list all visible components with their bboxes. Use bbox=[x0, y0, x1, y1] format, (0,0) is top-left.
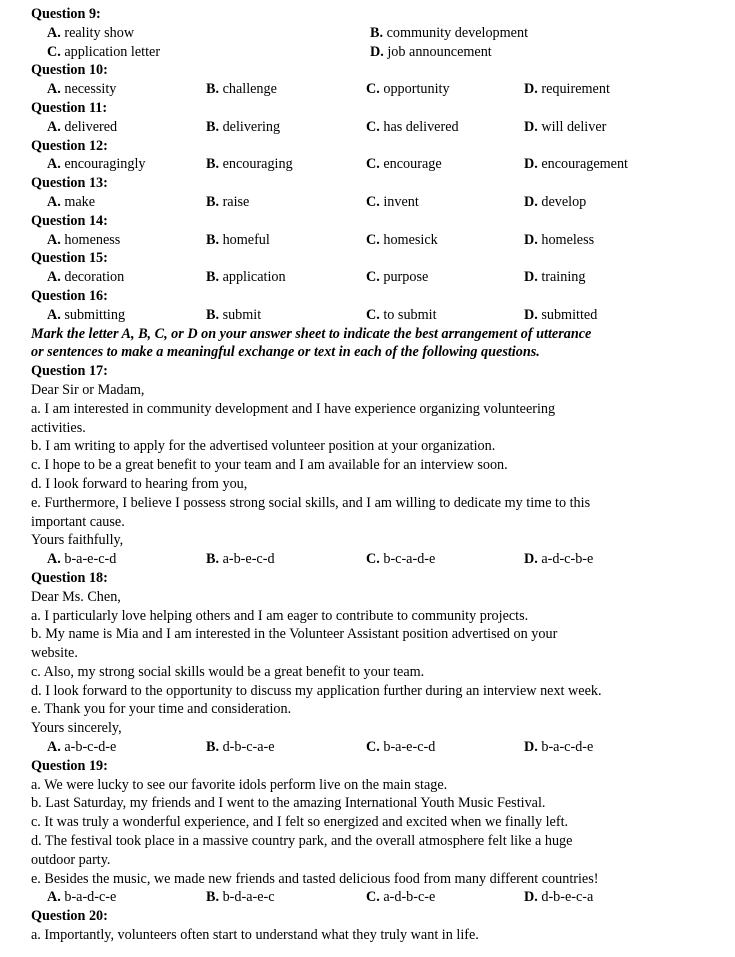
answer-options-row bbox=[31, 118, 721, 137]
option-letter: B. bbox=[206, 269, 220, 286]
option-letter: A. bbox=[47, 306, 61, 323]
answer-option[interactable] bbox=[524, 80, 610, 99]
question-block bbox=[31, 362, 721, 569]
option-text: submitted bbox=[541, 306, 598, 323]
option-text: b-a-d-c-e bbox=[64, 889, 117, 906]
answer-option[interactable] bbox=[206, 118, 280, 137]
passage-line: important cause. bbox=[31, 513, 125, 530]
option-text: homeful bbox=[222, 231, 270, 248]
option-letter: C. bbox=[366, 193, 380, 210]
question-block bbox=[31, 137, 721, 175]
option-letter: C. bbox=[366, 231, 380, 248]
answer-options-row bbox=[31, 231, 721, 250]
option-text: decoration bbox=[64, 269, 125, 286]
answer-option[interactable] bbox=[366, 231, 438, 250]
option-text: will deliver bbox=[541, 118, 607, 135]
option-letter: D. bbox=[524, 193, 538, 210]
option-letter: B. bbox=[206, 156, 220, 173]
answer-option[interactable] bbox=[206, 550, 275, 569]
option-letter: C. bbox=[366, 156, 380, 173]
option-letter: D. bbox=[524, 156, 538, 173]
option-text: b-a-c-d-e bbox=[541, 739, 594, 756]
option-text: necessity bbox=[64, 81, 117, 98]
option-text: b-c-a-d-e bbox=[383, 551, 436, 568]
option-text: purpose bbox=[383, 269, 429, 286]
passage-line: Yours sincerely, bbox=[31, 720, 122, 737]
answer-option[interactable] bbox=[47, 80, 116, 99]
option-letter: C. bbox=[366, 118, 380, 135]
answer-option[interactable] bbox=[47, 268, 124, 287]
option-letter: A. bbox=[47, 889, 61, 906]
option-text: develop bbox=[541, 193, 587, 210]
answer-option[interactable] bbox=[524, 193, 586, 212]
option-letter: C. bbox=[366, 269, 380, 286]
answer-option[interactable] bbox=[524, 738, 593, 757]
option-text: application bbox=[222, 269, 286, 286]
question-block bbox=[31, 174, 721, 212]
answer-option[interactable] bbox=[206, 306, 261, 325]
option-text: submitting bbox=[64, 306, 126, 323]
passage-line: b. I am writing to apply for the advertised volunteer position at your organization. bbox=[31, 438, 496, 455]
answer-option[interactable] bbox=[47, 155, 146, 174]
option-text: b-a-e-c-d bbox=[383, 739, 436, 756]
answer-options-row bbox=[31, 738, 721, 757]
answer-option[interactable] bbox=[524, 155, 628, 174]
passage-line: c. It was truly a wonderful experience, and I felt so energized and excited when we finally left. bbox=[31, 814, 569, 831]
option-text: encouragement bbox=[541, 156, 628, 173]
question-number: Question 13: bbox=[31, 175, 108, 192]
answer-option[interactable] bbox=[47, 193, 95, 212]
answer-option[interactable] bbox=[47, 118, 117, 137]
question-number: Question 20: bbox=[31, 908, 108, 925]
option-text: homeness bbox=[64, 231, 121, 248]
option-letter: A. bbox=[47, 231, 61, 248]
option-text: has delivered bbox=[383, 118, 459, 135]
option-letter: C. bbox=[366, 81, 380, 98]
passage-line: d. I look forward to hearing from you, bbox=[31, 475, 248, 492]
answer-options-row bbox=[31, 888, 721, 907]
question-number: Question 12: bbox=[31, 137, 108, 154]
answer-option[interactable] bbox=[366, 550, 435, 569]
answer-option[interactable] bbox=[206, 231, 270, 250]
passage-line: b. My name is Mia and I am interested in the Volunteer Assistant position advertised on your bbox=[31, 626, 558, 643]
answer-option[interactable] bbox=[524, 268, 585, 287]
option-text: community development bbox=[386, 24, 529, 41]
question-block bbox=[31, 287, 721, 325]
option-letter: D. bbox=[370, 43, 384, 60]
option-letter: D. bbox=[524, 306, 538, 323]
option-text: application letter bbox=[64, 43, 161, 60]
question-number: Question 11: bbox=[31, 99, 108, 116]
question-number: Question 15: bbox=[31, 250, 108, 267]
instruction-line: Mark the letter A, B, C, or D on your answer sheet to indicate the best arrangement of utterance bbox=[31, 325, 592, 342]
arrangement-instruction bbox=[31, 325, 721, 363]
answer-options-row bbox=[31, 268, 721, 287]
passage-line: Yours faithfully, bbox=[31, 532, 124, 549]
answer-options-row bbox=[31, 306, 721, 325]
option-text: opportunity bbox=[383, 81, 450, 98]
question-number: Question 9: bbox=[31, 6, 101, 22]
option-text: a-d-c-b-e bbox=[541, 551, 594, 568]
answer-option[interactable] bbox=[206, 268, 286, 287]
question-number: Question 19: bbox=[31, 757, 108, 774]
answer-option[interactable] bbox=[366, 306, 437, 325]
option-letter: A. bbox=[47, 739, 61, 756]
option-letter: D. bbox=[524, 231, 538, 248]
passage-line: a. Importantly, volunteers often start to understand what they truly want in life. bbox=[31, 927, 479, 944]
option-letter: D. bbox=[524, 889, 538, 906]
option-letter: C. bbox=[47, 43, 61, 60]
option-letter: A. bbox=[47, 193, 61, 210]
passage-line: d. I look forward to the opportunity to discuss my application further during an interview next week. bbox=[31, 682, 602, 699]
option-letter: A. bbox=[47, 269, 61, 286]
passage-line: a. I am interested in community development and I have experience organizing volunteering bbox=[31, 400, 556, 417]
question-block bbox=[31, 249, 721, 287]
option-text: encourage bbox=[383, 156, 442, 173]
option-letter: A. bbox=[47, 24, 61, 41]
option-text: delivering bbox=[222, 118, 281, 135]
option-text: training bbox=[541, 269, 586, 286]
answer-option[interactable] bbox=[366, 193, 419, 212]
answer-option[interactable] bbox=[206, 738, 275, 757]
option-text: b-d-a-e-c bbox=[222, 889, 275, 906]
option-text: submit bbox=[222, 306, 262, 323]
answer-option[interactable] bbox=[366, 118, 459, 137]
option-text: invent bbox=[383, 193, 419, 210]
option-letter: A. bbox=[47, 551, 61, 568]
question-block bbox=[31, 99, 721, 137]
option-text: a-b-c-d-e bbox=[64, 739, 117, 756]
option-text: b-a-e-c-d bbox=[64, 551, 117, 568]
answer-option[interactable] bbox=[370, 24, 528, 43]
passage-line: website. bbox=[31, 645, 78, 662]
option-text: challenge bbox=[222, 81, 277, 98]
option-letter: B. bbox=[370, 24, 384, 41]
option-text: job announcement bbox=[387, 43, 492, 60]
passage-line: activities. bbox=[31, 419, 86, 436]
option-letter: A. bbox=[47, 81, 61, 98]
question-block bbox=[31, 907, 721, 945]
option-text: encouragingly bbox=[64, 156, 146, 173]
question-number: Question 18: bbox=[31, 569, 108, 586]
answer-option[interactable] bbox=[47, 738, 116, 757]
answer-options-row bbox=[31, 550, 721, 569]
answer-options-row bbox=[31, 155, 721, 174]
option-letter: D. bbox=[524, 118, 538, 135]
passage-line: Dear Sir or Madam, bbox=[31, 381, 145, 398]
question-number: Question 14: bbox=[31, 212, 108, 229]
option-letter: B. bbox=[206, 889, 220, 906]
passage-line: c. I hope to be a great benefit to your team and I am available for an interview soon. bbox=[31, 457, 508, 474]
question-block bbox=[31, 5, 721, 61]
answer-option[interactable] bbox=[524, 550, 593, 569]
option-letter: B. bbox=[206, 551, 220, 568]
option-letter: C. bbox=[366, 306, 380, 323]
question-block bbox=[31, 212, 721, 250]
answer-option[interactable] bbox=[366, 888, 435, 907]
answer-option[interactable] bbox=[366, 80, 450, 99]
passage-line: e. Furthermore, I believe I possess strong social skills, and I am willing to dedicate my time to this bbox=[31, 494, 591, 511]
option-letter: B. bbox=[206, 739, 220, 756]
answer-option[interactable] bbox=[206, 888, 275, 907]
question-block bbox=[31, 757, 721, 907]
exam-document bbox=[31, 5, 721, 945]
option-text: raise bbox=[222, 193, 250, 210]
answer-option[interactable] bbox=[366, 268, 428, 287]
answer-option[interactable] bbox=[47, 306, 125, 325]
answer-option[interactable] bbox=[524, 118, 606, 137]
option-letter: B. bbox=[206, 81, 220, 98]
answer-options-row bbox=[31, 80, 721, 99]
option-letter: C. bbox=[366, 889, 380, 906]
option-text: homesick bbox=[383, 231, 438, 248]
answer-option[interactable] bbox=[524, 306, 597, 325]
option-letter: B. bbox=[206, 118, 220, 135]
option-letter: D. bbox=[524, 739, 538, 756]
arrangement-questions bbox=[31, 362, 721, 945]
question-block bbox=[31, 61, 721, 99]
option-letter: A. bbox=[47, 156, 61, 173]
answer-option[interactable] bbox=[366, 738, 435, 757]
answer-option[interactable] bbox=[206, 155, 293, 174]
answer-option[interactable] bbox=[524, 231, 594, 250]
answer-options-row bbox=[31, 193, 721, 212]
answer-options-row bbox=[31, 24, 721, 43]
option-letter: C. bbox=[366, 739, 380, 756]
passage-line: d. The festival took place in a massive country park, and the overall atmosphere felt like a huge bbox=[31, 833, 573, 850]
option-letter: D. bbox=[524, 551, 538, 568]
instruction-line: or sentences to make a meaningful exchange or text in each of the following questions. bbox=[31, 344, 540, 361]
option-letter: B. bbox=[206, 231, 220, 248]
option-text: a-d-b-c-e bbox=[383, 889, 436, 906]
passage-line: b. Last Saturday, my friends and I went to the amazing International Youth Music Festival. bbox=[31, 795, 546, 812]
question-number: Question 17: bbox=[31, 363, 108, 380]
passage-line: e. Besides the music, we made new friends and tasted delicious food from many different countries! bbox=[31, 870, 599, 887]
question-number: Question 10: bbox=[31, 62, 108, 79]
option-text: reality show bbox=[64, 24, 135, 41]
passage-line: a. We were lucky to see our favorite idols perform live on the main stage. bbox=[31, 776, 448, 793]
answer-option[interactable] bbox=[366, 155, 442, 174]
answer-option[interactable] bbox=[206, 80, 277, 99]
option-text: encouraging bbox=[222, 156, 293, 173]
option-letter: B. bbox=[206, 193, 220, 210]
passage-line: e. Thank you for your time and consideration. bbox=[31, 701, 292, 718]
option-text: make bbox=[64, 193, 96, 210]
question-block bbox=[31, 569, 721, 757]
answer-option[interactable] bbox=[370, 43, 492, 62]
answer-option[interactable] bbox=[47, 43, 160, 62]
question-number: Question 16: bbox=[31, 287, 108, 304]
answer-option[interactable] bbox=[47, 24, 134, 43]
answer-option[interactable] bbox=[47, 550, 116, 569]
answer-option[interactable] bbox=[206, 193, 249, 212]
option-text: to submit bbox=[383, 306, 437, 323]
option-text: a-b-e-c-d bbox=[222, 551, 275, 568]
option-letter: D. bbox=[524, 269, 538, 286]
option-letter: C. bbox=[366, 551, 380, 568]
option-text: d-b-c-a-e bbox=[222, 739, 275, 756]
passage-line: a. I particularly love helping others and I am eager to contribute to community projects. bbox=[31, 607, 529, 624]
answer-options-row bbox=[31, 43, 721, 62]
passage-line: outdoor party. bbox=[31, 851, 111, 868]
passage-line: Dear Ms. Chen, bbox=[31, 588, 121, 605]
answer-option[interactable] bbox=[524, 888, 593, 907]
passage-line: c. Also, my strong social skills would be a great benefit to your team. bbox=[31, 663, 425, 680]
option-text: d-b-e-c-a bbox=[541, 889, 594, 906]
option-text: requirement bbox=[541, 81, 610, 98]
answer-option[interactable] bbox=[47, 231, 120, 250]
vocabulary-questions bbox=[31, 5, 721, 325]
option-letter: A. bbox=[47, 118, 61, 135]
option-text: delivered bbox=[64, 118, 118, 135]
option-letter: D. bbox=[524, 81, 538, 98]
option-text: homeless bbox=[541, 231, 595, 248]
answer-option[interactable] bbox=[47, 888, 116, 907]
option-letter: B. bbox=[206, 306, 220, 323]
